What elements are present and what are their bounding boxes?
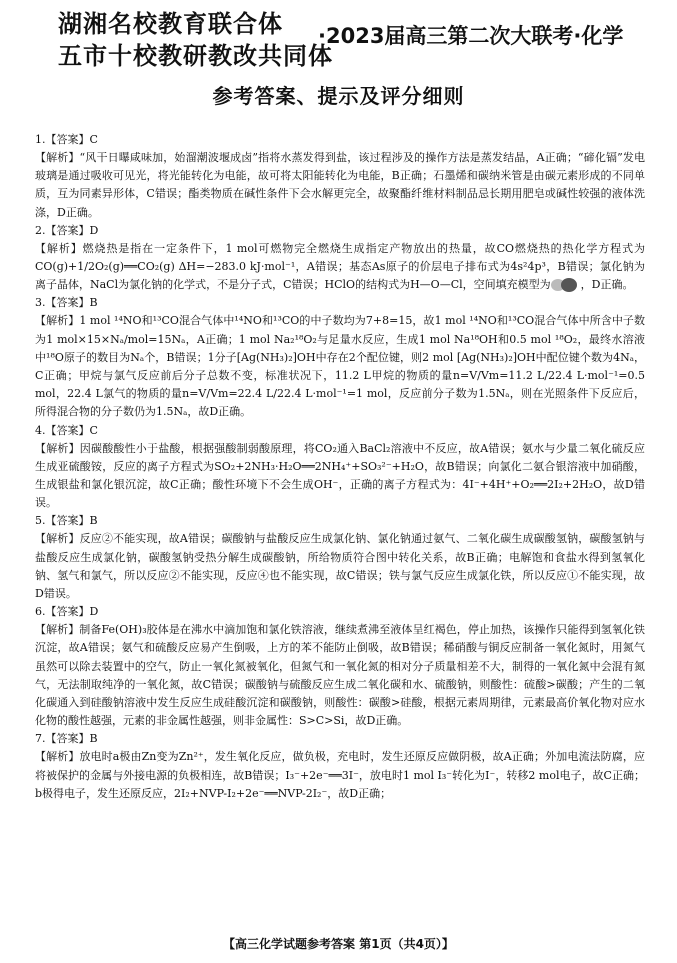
header bbox=[0, 0, 677, 125]
space-filling-model-icon bbox=[551, 278, 581, 292]
answer-line: 1.【答案】C bbox=[35, 133, 98, 146]
explanation: 【解析】反应②不能实现，故A错误；碳酸钠与盐酸反应生成氯化钠、氯化钠通过氨气、二氧化碳生成碳酸氢钠，碳酸氢钠与盐酸反应生成氯化钠，碳酸氢钠受热分解生成碳酸钠，所给物质符合图中转化关系，故B正确；电解饱和食盐水得到氢氧化钠、氢气和氯气，所以反应②不能实现，反应④也不能实现，故C错误；铁与氯气反应生成氯化铁，所以反应①不能实现，故D错误。 bbox=[35, 532, 645, 601]
answer-line: 6.【答案】D bbox=[35, 605, 99, 619]
explanation: 【解析】因碳酸酸性小于盐酸，根据强酸制弱酸原理，将CO₂通入BaCl₂溶液中不反应，故A错误；氨水与少量二氧化硫反应生成亚硫酸铵，反应的离子方程式为SO₂+2NH₃·H₂O══2NH₄⁺+SO₃²⁻+H₂O，故B错误；向氯化二氨合银溶液中加硝酸，生成银盐和氯化银沉淀，故C正确；酸性环境下不会生成OH⁻，正确的离子方程式为：4I⁻+4H⁺+O₂══2I₂+2H₂O，故D错误。 bbox=[35, 441, 645, 510]
question-4 bbox=[35, 422, 645, 513]
organizer-line-2: 五市十校教研教改共同体 bbox=[58, 42, 333, 70]
explanation: 【解析】“风干日曝咸味加，始溜潮波堰成卤”指将水蒸发得到盐，该过程涉及的操作方法是蒸发结晶，A正确；“碲化镉”发电玻璃是通过吸收可见光，将光能转化为电能，故可将太阳能转化为电能，B正确；石墨烯和碳纳米管是由碳元素形成的不同单质，互为同素异形体，C错误；酯类物质在碱性条件下会水解更完全，故聚酯纤维材料制品忌长期用肥皂或碱性较强的液体洗涤，D正确。 bbox=[35, 151, 645, 219]
answer-line: 4.【答案】C bbox=[35, 423, 98, 437]
explanation: 【解析】放电时a极由Zn变为Zn²⁺，发生氧化反应，做负极，充电时，发生还原反应做阴极，故A正确；外加电流法防腐，应将被保护的金属与外接电源的负极相连，故B错误；I₃⁻+2e⁻══3I⁻，放电时1 mol I₃⁻转化为I⁻，转移2 mol电子，故C正确；b极得电子，发生还原反应，2I₂+NVP-I₂+2e⁻══NVP-2I₂⁻，故D正确； bbox=[35, 750, 645, 800]
question-5 bbox=[35, 512, 645, 603]
question-7 bbox=[35, 730, 645, 803]
question-6 bbox=[35, 603, 645, 730]
answer-line: 7.【答案】B bbox=[35, 732, 98, 746]
question-3 bbox=[35, 294, 645, 421]
answer-line: 3.【答案】B bbox=[35, 296, 98, 310]
answer-content bbox=[35, 131, 645, 803]
answer-line: 2.【答案】D bbox=[35, 223, 99, 237]
explanation: 【解析】1 mol ¹⁴NO和¹³CO混合气体中¹⁴NO和¹³CO的中子数均为7+8=15，故1 mol ¹⁴NO和¹³CO混合气体中所含中子数为1 mol×15×Nₐ/mol=15Nₐ，A正确；1 mol Na₂¹⁸O₂与足量水反应，生成1 mol Na¹⁸OH和0.5 mol ¹⁸O₂，最终水溶液中¹⁸O原子的数目为Nₐ个，B错误；1分子[Ag(NH₃)₂]OH中存在2个配位键，则2 mol [Ag(NH₃)₂]OH中配位键个数为4Nₐ，C正确；甲烷与氯气反应前后分子总数不变，标准状况下，11.2 L甲烷的物质的量n=V/Vm=11.2 L/22.4 L·mol⁻¹=0.5 mol，22.4 L氯气的物质的量n=V/Vm=22.4 L/22.4 L·mol⁻¹=1 mol，反应前分子数为1.5Nₐ，则在光照条件下反应后，所得混合物的分子数仍为1.5Nₐ，故D正确。 bbox=[35, 314, 645, 419]
organizer-line-1: 湖湘名校教育联合体 bbox=[58, 10, 283, 38]
exam-title: ·2023届高三第二次大联考·化学 bbox=[318, 24, 624, 48]
explanation: 【解析】制备Fe(OH)₃胶体是在沸水中滴加饱和氯化铁溶液，继续煮沸至液体呈红褐色，停止加热，该操作只能得到氢氧化铁沉淀，故A错误；氨气和硫酸反应易产生倒吸，上方的苯不能防止倒吸，故B错误；稀硝酸与铜反应制备一氧化氮时，用氮气虽然可以除去装置中的空气，防止一氧化氮被氧化，但氮气和一氧化氮的相对分子质量相差不大，制得的一氧化氮中会混有氮气，无法制取纯净的一氧化氮，故C错误；碳酸钠与硫酸反应生成二氧化碳和水、硫酸钠，则酸性：硫酸>碳酸；产生的二氧化碳通入到硅酸钠溶液中发生反应生成硅酸沉淀和碳酸钠，则酸性：碳酸>硅酸，根据元素周期律，元素最高价氧化物对应水化物的酸性越强，元素的非金属性越强，则非金属性：S>C>Si，故D正确。 bbox=[35, 623, 645, 728]
page-footer: 【高三化学试题参考答案 第1页（共4页）】 bbox=[223, 937, 454, 951]
explanation-text: 【解析】燃烧热是指在一定条件下，1 mol可燃物完全燃烧生成指定产物放出的热量，故CO燃烧热的热化学方程式为CO(g)+1/2O₂(g)══CO₂(g) ΔH=−283.0 kJ·mol⁻¹，A错误；基态As原子的价层电子排布式为4s²4p³，B错误；氯化钠为离子晶体，NaCl为氯化钠的化学式，不是分子式，C错误；HClO的结构式为H—O—Cl，空间填充模型为 bbox=[35, 241, 645, 292]
question-1 bbox=[35, 131, 645, 222]
explanation-tail: ，D正确。 bbox=[580, 278, 634, 292]
document-title: 参考答案、提示及评分细则 bbox=[212, 84, 465, 108]
answer-line: 5.【答案】B bbox=[35, 514, 98, 528]
explanation bbox=[35, 240, 645, 295]
question-2 bbox=[35, 222, 645, 295]
